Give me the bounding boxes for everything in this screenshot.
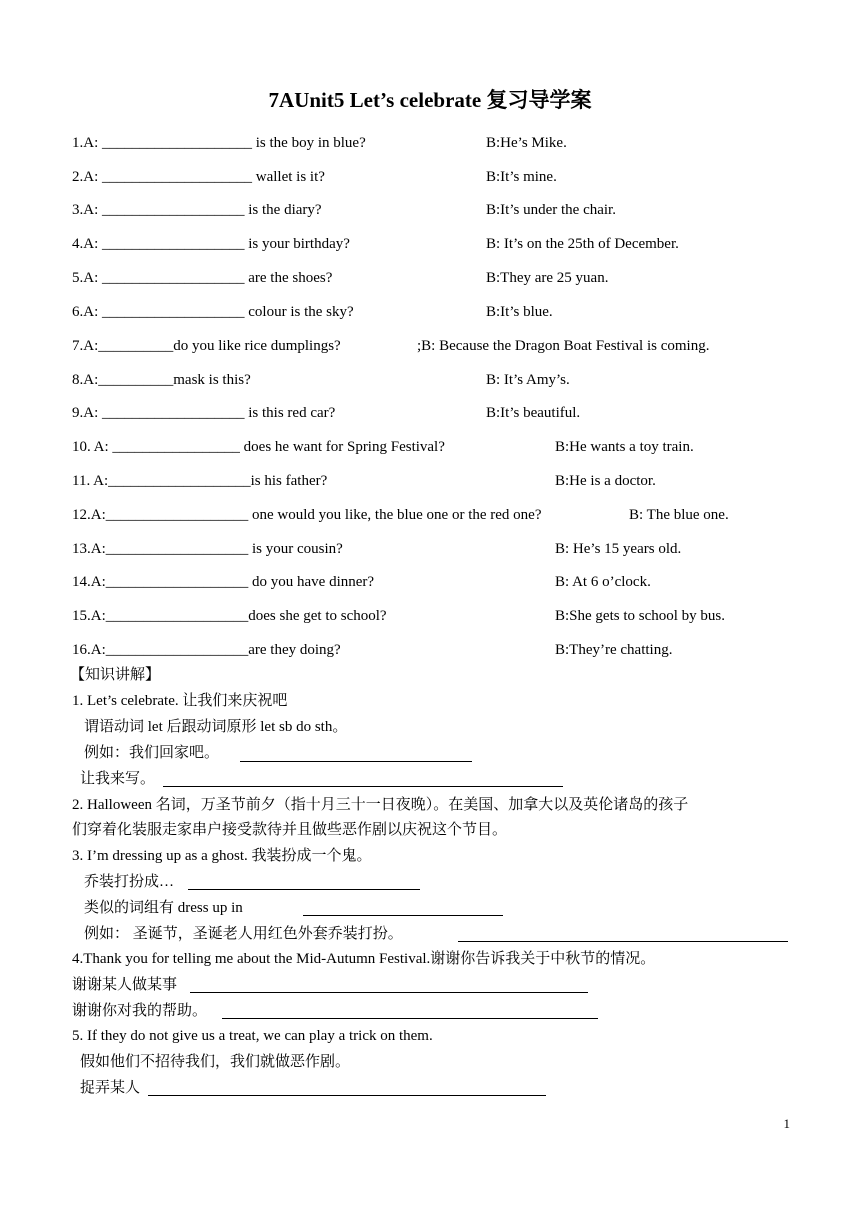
question-a: 7.A:__________do you like rice dumplings? <box>72 338 341 354</box>
answer-blank[interactable] <box>148 1095 546 1096</box>
answer-b: B:It’s mine. <box>486 169 557 185</box>
question-a: 10. A: _________________ does he want for Spring Festival? <box>72 439 445 455</box>
answer-b: B:It’s blue. <box>486 304 553 320</box>
answer-blank[interactable] <box>240 761 472 762</box>
answer-b: B:He’s Mike. <box>486 135 567 151</box>
answer-blank[interactable] <box>163 786 563 787</box>
answer-b: B:It’s beautiful. <box>486 405 581 421</box>
answer-b: B:She gets to school by bus. <box>555 608 726 624</box>
question-a: 1.A: ____________________ is the boy in blue? <box>72 135 366 151</box>
question-a: 9.A: ___________________ is this red car? <box>72 405 336 421</box>
answer-b: B:He wants a toy train. <box>555 439 694 455</box>
answer-b: B: It’s on the 25th of December. <box>486 236 679 252</box>
note-4-title: 4.Thank you for telling me about the Mid-Autumn Festival.谢谢你告诉我关于中秋节的情况。 <box>72 951 656 967</box>
note-3-title: 3. I’m dressing up as a ghost. 我装扮成一个鬼。 <box>72 848 372 864</box>
question-a: 11. A:___________________is his father? <box>72 473 328 489</box>
answer-b: ;B: Because the Dragon Boat Festival is coming. <box>417 338 710 354</box>
question-a: 14.A:___________________ do you have dinner? <box>72 574 375 590</box>
answer-b: B: At 6 o’clock. <box>555 574 651 590</box>
answer-b: B:He is a doctor. <box>555 473 656 489</box>
question-a: 16.A:___________________are they doing? <box>72 642 341 658</box>
note-1-example-1: 例如：我们回家吧。 <box>84 745 220 761</box>
answer-b: B:They’re chatting. <box>555 642 673 658</box>
question-a: 8.A:__________mask is this? <box>72 372 251 388</box>
note-5-line-1: 假如他们不招待我们，我们就做恶作剧。 <box>80 1054 351 1070</box>
note-4-line-1: 谢谢某人做某事 <box>72 977 178 993</box>
answer-blank[interactable] <box>190 992 588 993</box>
answer-blank[interactable] <box>303 915 503 916</box>
answer-b: B: It’s Amy’s. <box>486 372 570 388</box>
answer-b: B: The blue one. <box>629 507 729 523</box>
note-5-title: 5. If they do not give us a treat, we can play a trick on them. <box>72 1028 433 1044</box>
page-title: 7AUnit5 Let’s celebrate 复习导学案 <box>268 88 592 112</box>
question-a: 15.A:___________________does she get to school? <box>72 608 387 624</box>
note-2-line-1: 2. Halloween 名词，万圣节前夕（指十月三十一日夜晚）。在美国、加拿大以及英伦诸岛的孩子 <box>72 797 689 813</box>
note-5-line-2: 捉弄某人 <box>80 1080 141 1096</box>
note-2-line-2: 们穿着化装服走家串户接受款待并且做些恶作剧以庆祝这个节目。 <box>72 822 508 838</box>
answer-b: B:It’s under the chair. <box>486 202 616 218</box>
note-4-line-2: 谢谢你对我的帮助。 <box>72 1003 208 1019</box>
section-header: 【知识讲解】 <box>70 667 161 683</box>
note-3-line-1: 乔装打扮成… <box>84 874 175 890</box>
note-1-title: 1. Let’s celebrate. 让我们来庆祝吧 <box>72 693 288 709</box>
note-3-line-2: 类似的词组有 dress up in <box>84 900 243 916</box>
question-a: 12.A:___________________ one would you like, the blue one or the red one? <box>72 507 542 523</box>
answer-blank[interactable] <box>222 1018 598 1019</box>
answer-blank[interactable] <box>458 941 788 942</box>
page-number: 1 <box>783 1116 790 1131</box>
note-1-rule: 谓语动词 let 后跟动词原形 let sb do sth。 <box>84 719 348 735</box>
answer-b: B: He’s 15 years old. <box>555 541 682 557</box>
note-1-example-2: 让我来写。 <box>80 771 156 787</box>
answer-b: B:They are 25 yuan. <box>486 270 609 286</box>
question-a: 3.A: ___________________ is the diary? <box>72 202 322 218</box>
question-a: 5.A: ___________________ are the shoes? <box>72 270 333 286</box>
question-a: 4.A: ___________________ is your birthday? <box>72 236 350 252</box>
question-a: 2.A: ____________________ wallet is it? <box>72 169 325 185</box>
answer-blank[interactable] <box>188 889 420 890</box>
question-a: 13.A:___________________ is your cousin? <box>72 541 343 557</box>
note-3-line-3: 例如： 圣诞节，圣诞老人用红色外套乔装打扮。 <box>84 926 403 942</box>
question-a: 6.A: ___________________ colour is the sky? <box>72 304 354 320</box>
